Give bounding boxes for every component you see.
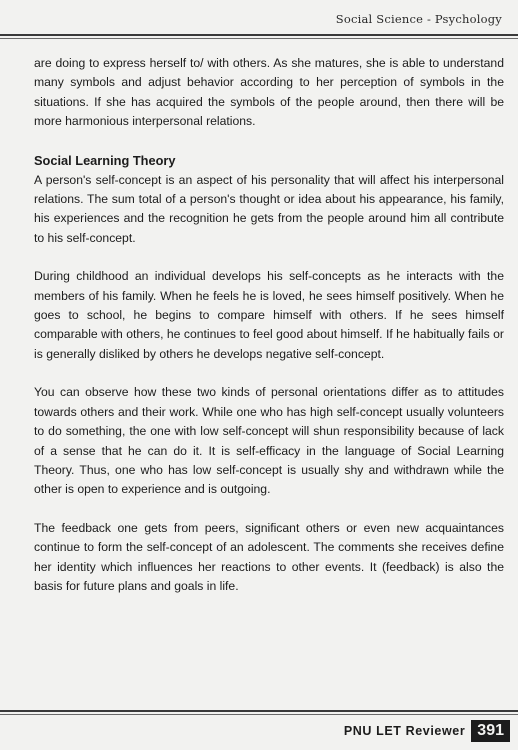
paragraph-childhood: During childhood an individual develops his self-concepts as he interacts with the members of his family. When he feels he is loved, he sees himself positively. When he goes to school, he begins to compare himself with others. If he sees himself comparable with others, he continues to feel good about himself. If he habitually fails or is generally disliked by others he develops negative self-concept. bbox=[34, 269, 504, 361]
paragraph-feedback: The feedback one gets from peers, significant others or even new acquaintances continue to form the self-concept of an adolescent. The comments she receives define her identity which influences her reactions to other events. It (feedback) is also the basis for future plans and goals in life. bbox=[34, 520, 504, 593]
paragraph-orientations: You can observe how these two kinds of personal orientations differ as to attitudes towards others and their work. While one who has high self-concept usually volunteers to do something, the one with low self-concept will shun responsibility because of lack of a sense that he can do it. It is self-efficacy in the language of Social Learning Theory. Thus, one who has low self-concept is usually shy and withdrawn while the other is open to experience and is outgoing. bbox=[34, 385, 504, 497]
footer-rule bbox=[0, 710, 518, 712]
paragraph-continuation: are doing to express herself to/ with others. As she matures, she is able to understand many symbols and adjust behavior according to her perception of symbols in the situations. If she has acquired the symbols of the people around, then there will be more harmonious interpersonal relations. bbox=[34, 56, 504, 129]
section-heading: Social Learning Theory bbox=[34, 152, 176, 168]
page-content bbox=[34, 54, 504, 615]
running-head: Social Science - Psychology bbox=[335, 12, 502, 26]
paragraph-self-concept: A person's self-concept is an aspect of his personality that will affect his interpersonal relations. The sum total of a person's thought or idea about his appearance, his family, his experiences and the recognition he gets from the people around him all contribute to his self-concept. bbox=[34, 172, 504, 245]
header-rule-thin bbox=[0, 38, 518, 39]
footer-rule-thin bbox=[0, 714, 518, 715]
footer-title: PNU LET Reviewer bbox=[343, 724, 466, 738]
header-rule bbox=[0, 34, 518, 36]
page-footer bbox=[344, 720, 510, 742]
page-number: 391 bbox=[471, 720, 510, 742]
